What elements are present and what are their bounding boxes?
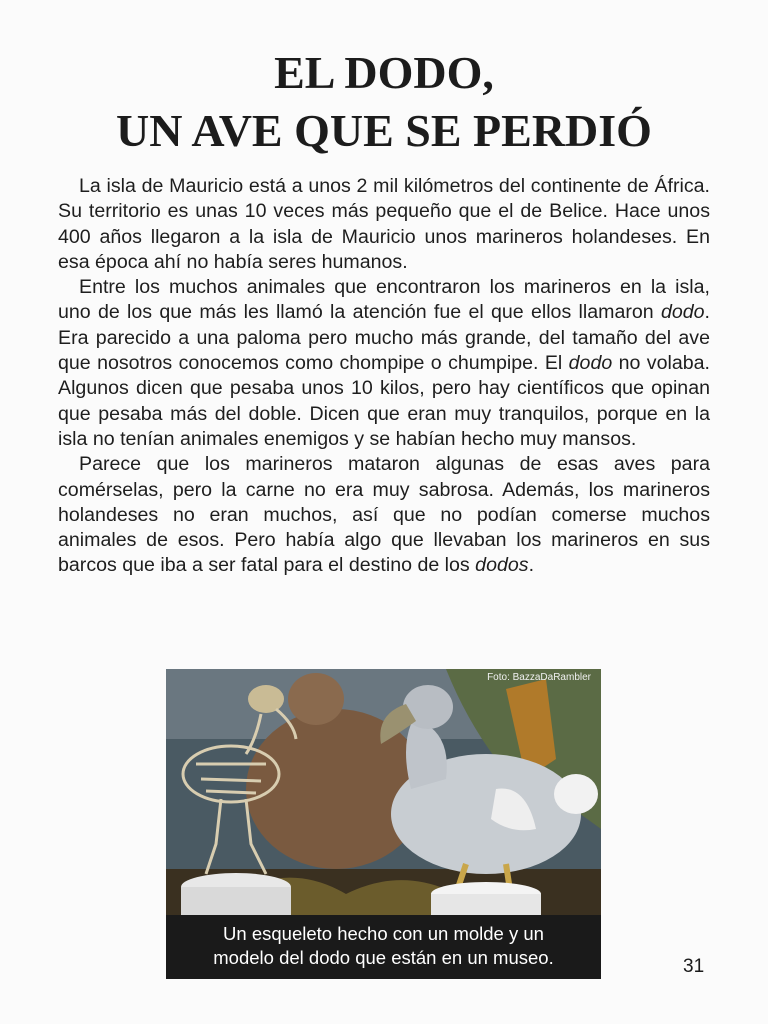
dodo-term: dodo xyxy=(568,352,613,375)
title-line-1: EL DODO, xyxy=(274,47,494,98)
painted-dodo-head xyxy=(288,673,344,725)
paragraph-3-text-a: Parece que los marineros mataron algunas de esas aves para comérselas, pero la carne no era muy sabrosa. Además, los marineros holandeses no eran muchos, así que no podían comerse muchos animales de esos. Pero había algo que llevaban los marineros en sus barcos que iba a ser fatal para el destino de los xyxy=(58,453,710,577)
paragraph-2-text-a: Entre los muchos animales que encontraron los marineros en la isla, uno de los que más les llamó la atención fue el que ellos llamaron xyxy=(58,276,710,324)
paragraph-2-text-b: . Era parecido a una paloma pero mucho más grande, del tamaño del ave que nosotros conocemos como chompipe o chumpipe. El xyxy=(58,301,710,375)
title-line-2: UN AVE QUE SE PERDIÓ xyxy=(116,105,652,156)
page-title xyxy=(0,44,768,160)
photo-credit: Foto: BazzaDaRambler xyxy=(487,672,591,683)
paragraph-3-text-b: . xyxy=(528,554,535,577)
dodo-model-tail xyxy=(554,774,598,814)
paragraph-2 xyxy=(58,275,710,452)
dodo-term: dodo xyxy=(660,301,705,324)
paragraph-3 xyxy=(58,452,710,578)
dodos-term: dodos xyxy=(475,554,529,577)
museum-photo xyxy=(166,669,601,979)
paragraph-1-text: La isla de Mauricio está a unos 2 mil kilómetros del continente de África. Su territorio es unas 10 veces más pequeño que el de Belice. Hace unos 400 años llegaron a la isla de Mauricio unos marineros holandeses. En esa época ahí no había seres humanos. xyxy=(58,175,710,273)
caption-line-1: Un esqueleto hecho con un molde y un xyxy=(223,923,544,944)
article-body xyxy=(58,174,710,579)
caption-line-2: modelo del dodo que están en un museo. xyxy=(213,947,554,968)
page-number: 31 xyxy=(683,956,705,977)
skeleton-pedestal-base xyxy=(181,887,291,915)
photo-caption xyxy=(166,915,601,979)
paragraph-2-text-c: no volaba. Algunos dicen que pesaba unos 10 kilos, pero hay científicos que opinan que pesaba más del doble. Dicen que eran muy tranquilos, porque en la isla no tenían animales enemigos y se habían hecho muy mansos. xyxy=(58,352,710,450)
paragraph-1 xyxy=(58,174,710,275)
